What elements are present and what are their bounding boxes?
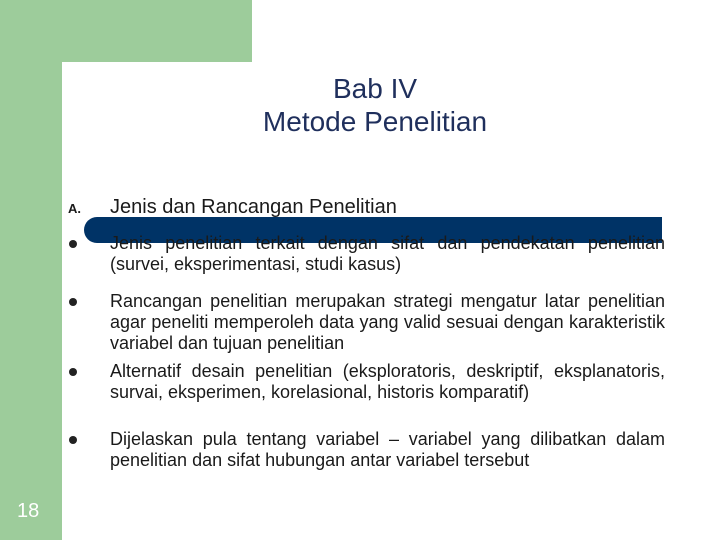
title-line-1: Bab IV — [332, 73, 418, 104]
bullet-item-2: Rancangan penelitian merupakan strategi mengatur latar penelitian agar peneliti memperoleh data yang valid sesuai dengan karakteristik variabel dan tujuan penelitian — [110, 291, 665, 354]
bullet-item-4: Dijelaskan pula tentang variabel – variabel yang dilibatkan dalam penelitian dan sifat hubungan antar variabel tersebut — [110, 429, 665, 471]
section-marker: A. — [68, 201, 81, 216]
bullet-point-icon — [69, 298, 77, 306]
page-number: 18 — [17, 500, 40, 522]
bullet-point-icon — [69, 436, 77, 444]
left-accent-band — [0, 0, 62, 540]
bullet-item-3: Alternatif desain penelitian (eksploratoris, deskriptif, eksplanatoris, survai, eksperimen, korelasional, historis komparatif) — [110, 361, 665, 403]
bullet-point-icon — [69, 368, 77, 376]
title-line-2: Metode Penelitian — [262, 106, 488, 137]
bullet-point-icon — [69, 240, 77, 248]
slide-title — [140, 72, 610, 138]
section-heading: Jenis dan Rancangan Penelitian — [110, 196, 397, 218]
bullet-item-1: Jenis penelitian terkait dengan sifat dan pendekatan penelitian (survei, eksperimentasi, studi kasus) — [110, 233, 665, 275]
